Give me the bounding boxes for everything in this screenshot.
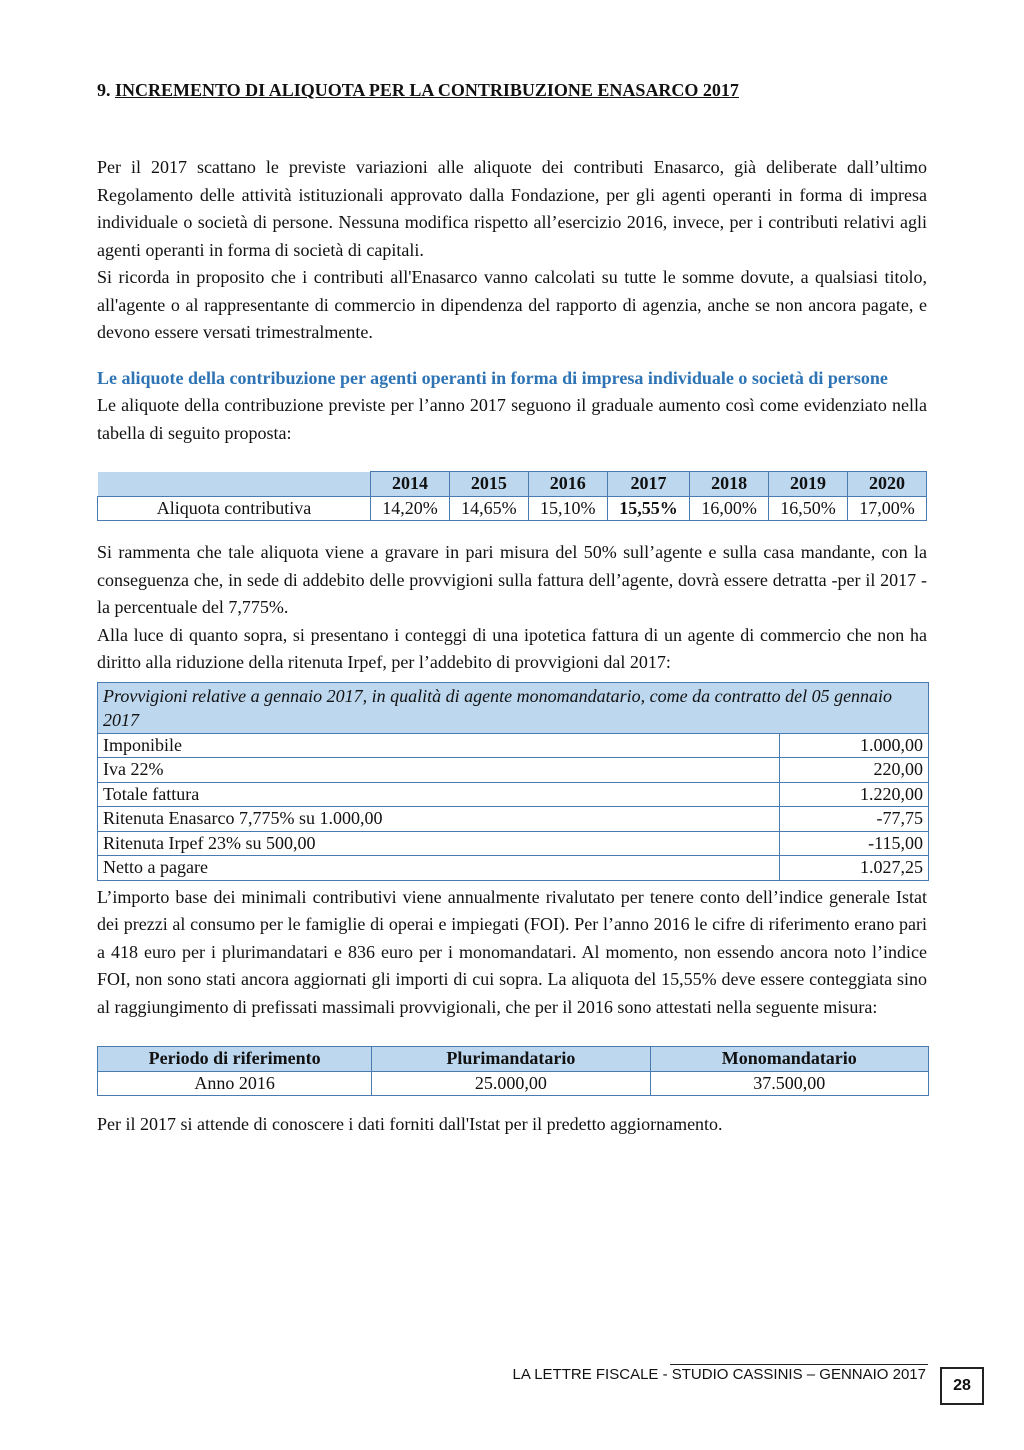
subheading: Le aliquote della contribuzione per agenti operanti in forma di impresa individuale o società di persone	[97, 367, 888, 388]
closing-paragraph: Per il 2017 si attende di conoscere i dati forniti dall'Istat per il predetto aggiornamento.	[97, 1114, 723, 1134]
rates-year-2019: 2019	[769, 472, 848, 497]
massimali-header-period: Periodo di riferimento	[98, 1047, 372, 1072]
invoice-amount: 1.000,00	[780, 733, 929, 758]
minimali-paragraph: L’importo base dei minimali contributivi viene annualmente rivalutato per tenere conto dell’indice generale Istat dei prezzi al consumo per le famiglie di operai e impiegati (FOI). Per l’anno 2016 le cifre di riferimento erano pari a 418 euro per i plurimandatari e 836 euro per i monomandatari. Al momento, non essendo ancora noto l’indice FOI, non sono stati ancora aggiornati gli importi di cui sopra. La aliquota del 15,55% deve essere conteggiata sino al raggiungimento di prefissati massimali provvigionali, che per il 2016 sono attestati nella seguente misura:	[97, 886, 927, 1017]
invoice-label: Netto a pagare	[98, 856, 780, 881]
invoice-label: Ritenuta Irpef 23% su 500,00	[98, 831, 780, 856]
rates-table	[97, 471, 927, 521]
table-row	[98, 1071, 929, 1096]
footer-text: LA LETTRE FISCALE - STUDIO CASSINIS – GENNAIO 2017	[512, 1366, 926, 1383]
invoice-label: Iva 22%	[98, 758, 780, 783]
massimali-mono: 37.500,00	[650, 1071, 928, 1096]
section-title	[97, 78, 927, 102]
rates-row-label: Aliquota contributiva	[98, 496, 371, 521]
intro-paragraph-2: Si ricorda in proposito che i contributi all'Enasarco vanno calcolati su tutte le somme dovute, a qualsiasi titolo, all'agente o al rappresentante di commercio in dipendenza del rapporto di agenzia, anche se non ancora pagate, e devono essere versati trimestralmente.	[97, 267, 927, 342]
invoice-header: Provvigioni relative a gennaio 2017, in qualità di agente monomandatario, come da contratto del 05 gennaio 2017	[98, 682, 929, 733]
rate-2017: 15,55%	[607, 496, 689, 521]
rates-value-row	[98, 496, 927, 521]
rates-year-2018: 2018	[690, 472, 769, 497]
invoice-label: Ritenuta Enasarco 7,775% su 1.000,00	[98, 807, 780, 832]
rates-year-2020: 2020	[848, 472, 927, 497]
invoice-amount: -115,00	[780, 831, 929, 856]
massimali-header-row	[98, 1047, 929, 1072]
massimali-header-mono: Monomandatario	[650, 1047, 928, 1072]
table-row	[98, 758, 929, 783]
invoice-header-row	[98, 682, 929, 733]
invoice-amount: 1.027,25	[780, 856, 929, 881]
invoice-table	[97, 682, 929, 881]
rate-2019: 16,50%	[769, 496, 848, 521]
rates-year-2016: 2016	[528, 472, 607, 497]
rate-2016: 15,10%	[528, 496, 607, 521]
intro-paragraph-1: Per il 2017 scattano le previste variazioni alle aliquote dei contributi Enasarco, già deliberate dall’ultimo Regolamento delle attività istituzionali approvato dalla Fondazione, per gli agenti operanti in forma di impresa individuale o società di persone. Nessuna modifica rispetto all’esercizio 2016, invece, per i contributi relativi agli agenti operanti in forma di società di capitali.	[97, 157, 927, 260]
section-number: 9.	[97, 80, 111, 100]
massimali-pluri: 25.000,00	[372, 1071, 650, 1096]
invoice-amount: 220,00	[780, 758, 929, 783]
table-row	[98, 733, 929, 758]
rate-2018: 16,00%	[690, 496, 769, 521]
massimali-period: Anno 2016	[98, 1071, 372, 1096]
massimali-header-pluri: Plurimandatario	[372, 1047, 650, 1072]
table-row	[98, 831, 929, 856]
invoice-label: Imponibile	[98, 733, 780, 758]
massimali-table	[97, 1046, 929, 1096]
invoice-label: Totale fattura	[98, 782, 780, 807]
table-row	[98, 856, 929, 881]
rate-2020: 17,00%	[848, 496, 927, 521]
page-content	[97, 78, 927, 1139]
rates-header-spacer	[98, 472, 371, 497]
rates-header-row	[98, 472, 927, 497]
table-row	[98, 807, 929, 832]
rates-year-2017: 2017	[607, 472, 689, 497]
section-title-text: INCREMENTO DI ALIQUOTA PER LA CONTRIBUZIONE ENASARCO 2017	[115, 80, 739, 100]
table-row	[98, 782, 929, 807]
rates-intro-paragraph: Le aliquote della contribuzione previste per l’anno 2017 seguono il graduale aumento così come evidenziato nella tabella di seguito proposta:	[97, 395, 927, 443]
rate-2014: 14,20%	[371, 496, 450, 521]
invoice-amount: 1.220,00	[780, 782, 929, 807]
after-rates-paragraph-1: Si rammenta che tale aliquota viene a gravare in pari misura del 50% sull’agente e sulla casa mandante, con la conseguenza che, in sede di addebito delle provvigioni sulla fattura dell’agente, dovrà essere detratta -per il 2017 - la percentuale del 7,775%.	[97, 542, 927, 617]
rates-year-2015: 2015	[449, 472, 528, 497]
rate-2015: 14,65%	[449, 496, 528, 521]
invoice-amount: -77,75	[780, 807, 929, 832]
page-number: 28	[940, 1367, 984, 1405]
after-rates-paragraph-2: Alla luce di quanto sopra, si presentano i conteggi di una ipotetica fattura di un agente di commercio che non ha diritto alla riduzione della ritenuta Irpef, per l’addebito di provvigioni dal 2017:	[97, 624, 927, 672]
rates-year-2014: 2014	[371, 472, 450, 497]
footer-rule	[670, 1364, 928, 1365]
